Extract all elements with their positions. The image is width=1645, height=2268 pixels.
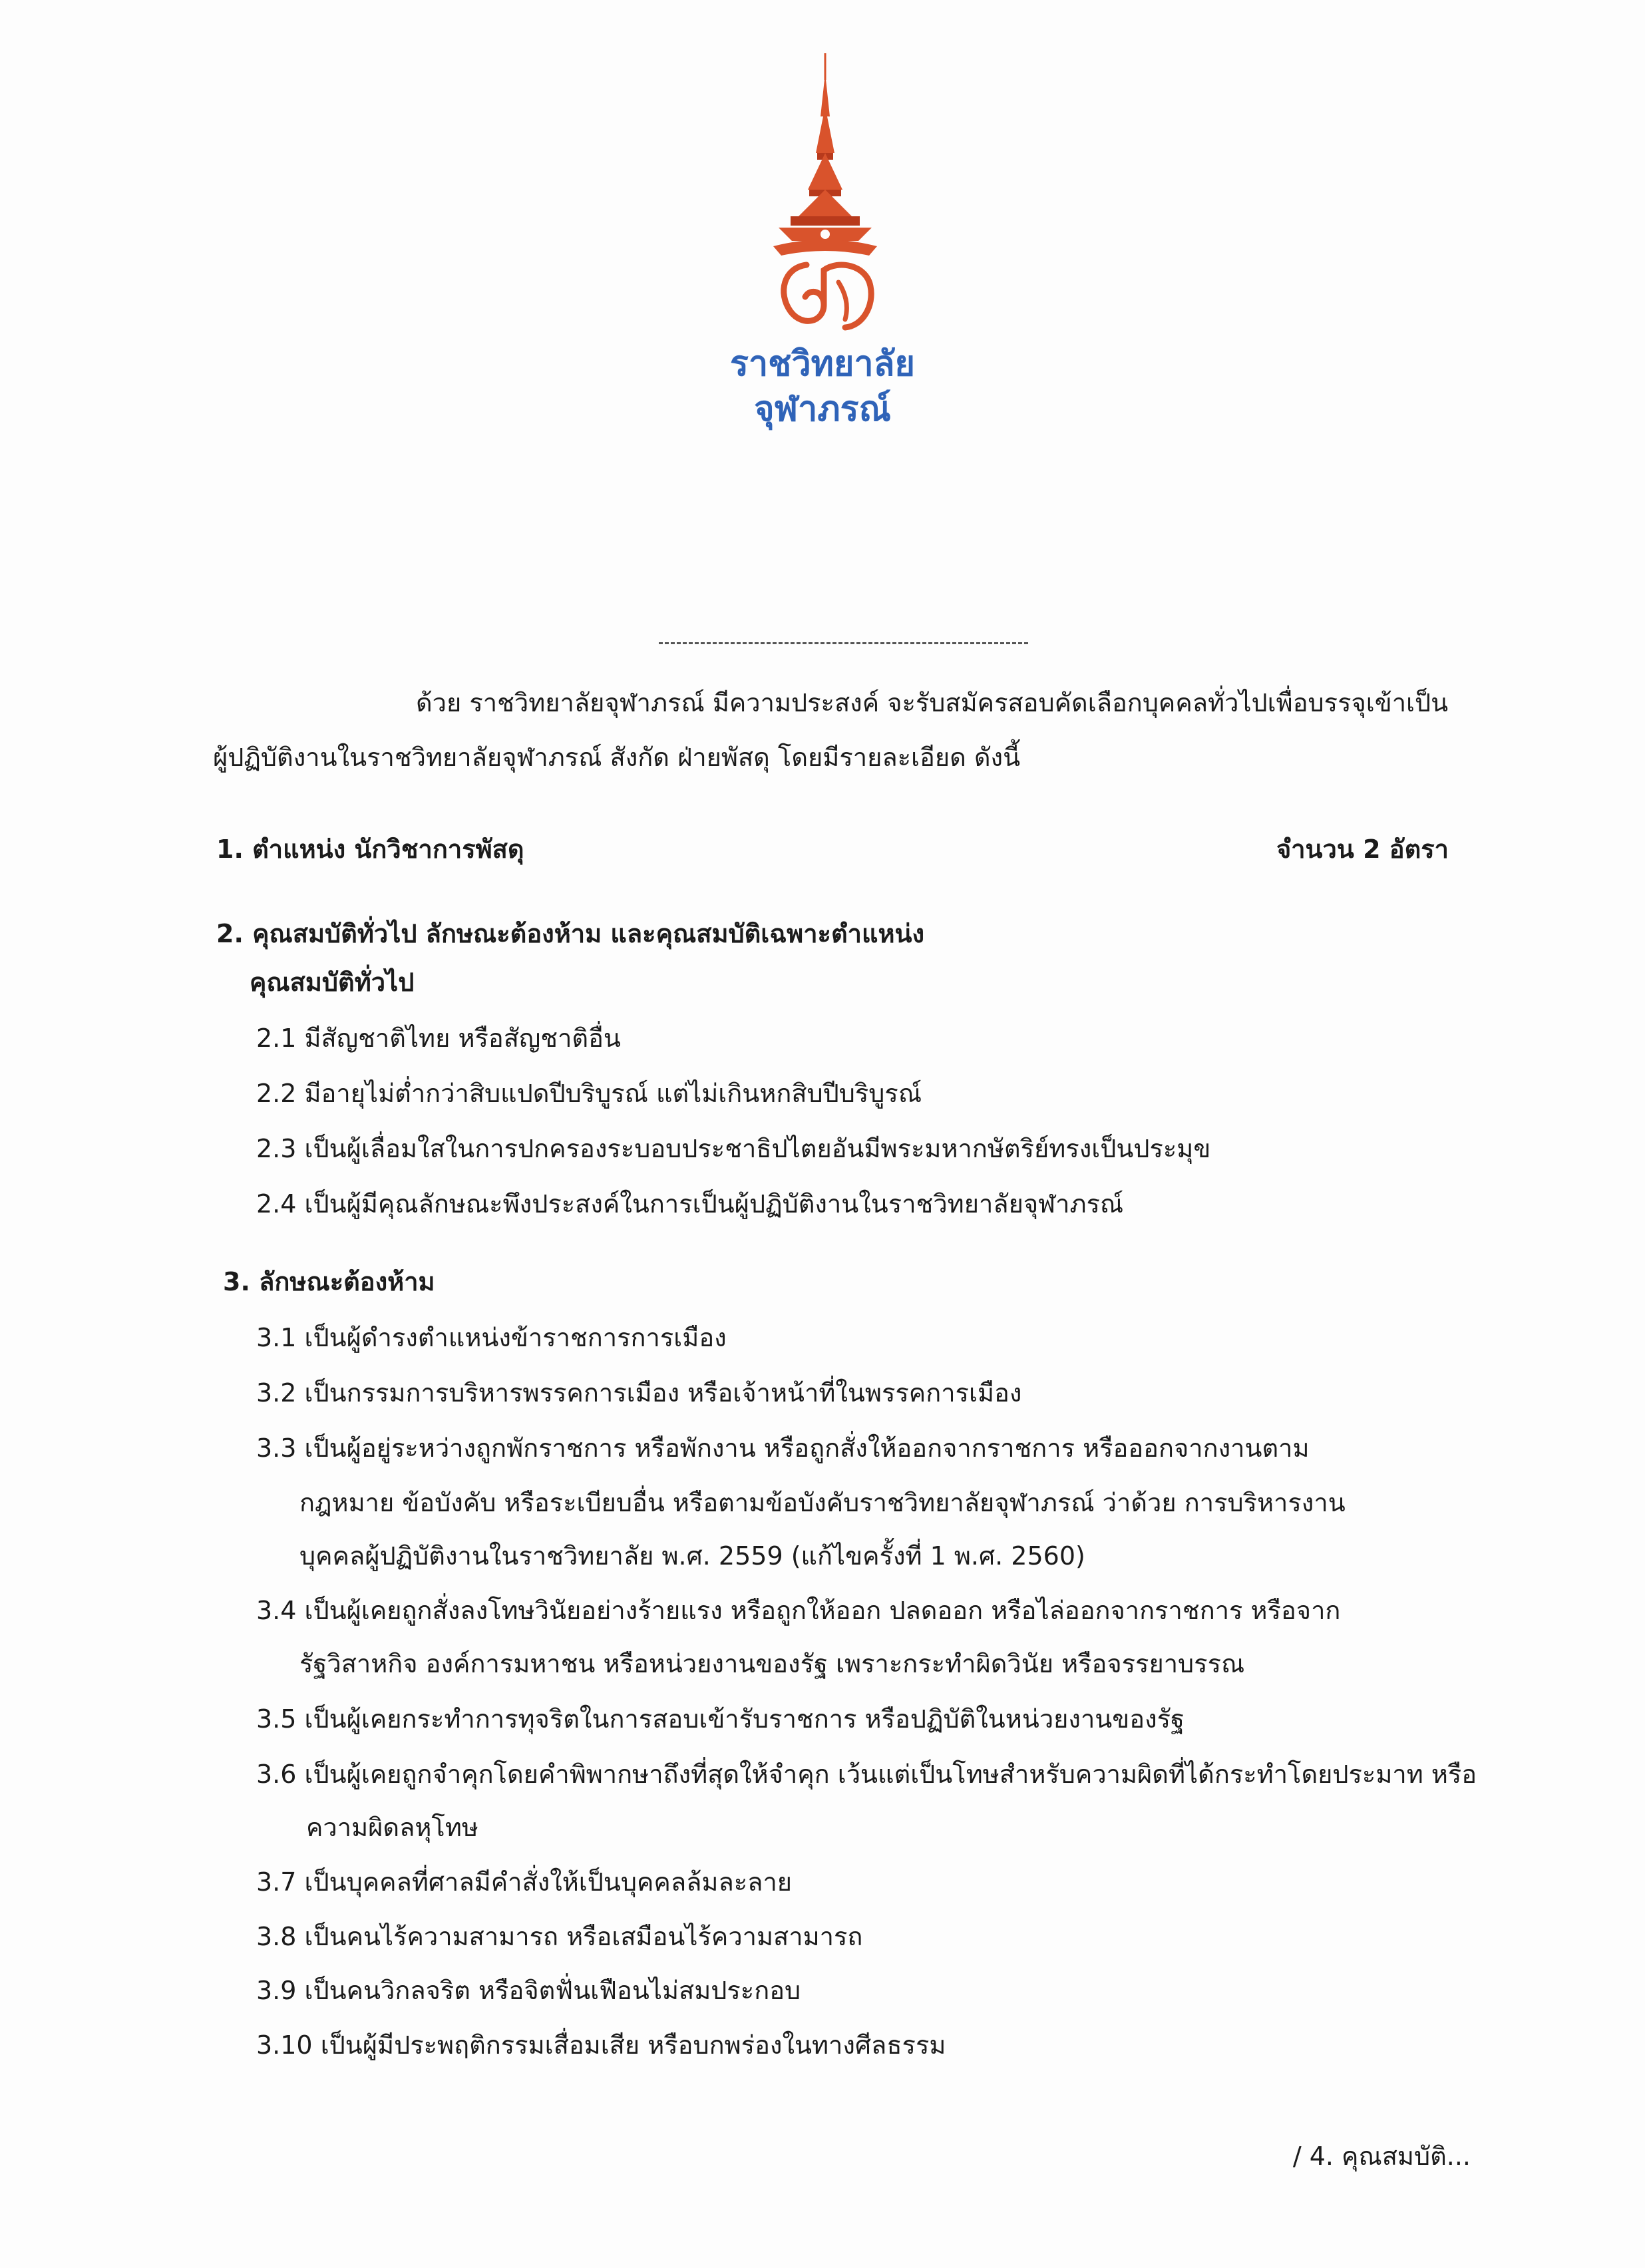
list-item-continued: บุคคลผู้ปฏิบัติงานในราชวิทยาลัย พ.ศ. 2559 (แก้ไขครั้งที่ 1 พ.ศ. 2560)	[299, 1541, 1085, 1571]
list-item-continued: กฎหมาย ข้อบังคับ หรือระเบียบอื่น หรือตามข้อบังคับราชวิทยาลัยจุฬาภรณ์ ว่าด้วย การบริหารงาน	[299, 1488, 1346, 1517]
list-item-continued: รัฐวิสาหกิจ องค์การมหาชน หรือหน่วยงานของรัฐ เพราะกระทำผิดวินัย หรือจรรยาบรรณ	[299, 1649, 1245, 1678]
list-item: 3.3 เป็นผู้อยู่ระหว่างถูกพักราชการ หรือพักงาน หรือถูกสั่งให้ออกจากราชการ หรือออกจากงานตาม	[256, 1433, 1310, 1463]
announcement-label	[0, 454, 1645, 494]
org-name-line2: จุฬาภรณ์	[754, 389, 891, 429]
list-item: 3.5 เป็นผู้เคยกระทำการทุจริตในการสอบเข้ารับราชการ หรือปฏิบัติในหน่วยงานของรัฐ	[256, 1704, 1185, 1734]
list-item-continued: ความผิดลหุโทษ	[306, 1813, 478, 1842]
announcement-subject	[0, 511, 1645, 551]
intro-line-2: ผู้ปฏิบัติงานในราชวิทยาลัยจุฬาภรณ์ สังกัด ฝ่ายพัสดุ โดยมีรายละเอียด ดังนี้	[213, 743, 1021, 772]
list-item: 2.3 เป็นผู้เลื่อมใสในการปกครองระบอบประชาธิปไตยอันมีพระมหากษัตริย์ทรงเป็นประมุข	[256, 1134, 1211, 1163]
continued-footer: / 4. คุณสมบัติ...	[1292, 2142, 1471, 2171]
crown-monogram-logo-icon	[745, 53, 905, 339]
list-item: 2.2 มีอายุไม่ต่ำกว่าสิบแปดปีบริบูรณ์ แต่ไม่เกินหกสิบปีบริบูรณ์	[256, 1079, 922, 1108]
list-item: 3.1 เป็นผู้ดำรงตำแหน่งข้าราชการการเมือง	[256, 1323, 727, 1352]
section3-title: 3. ลักษณะต้องห้าม	[223, 1267, 435, 1296]
division-label	[0, 567, 1645, 607]
list-item: 3.6 เป็นผู้เคยถูกจำคุกโดยคำพิพากษาถึงที่สุดให้จำคุก เว้นแต่เป็นโทษสำหรับความผิดที่ได้กระทำโดยประมาท หรือ	[256, 1760, 1477, 1789]
section1-quota: จำนวน 2 อัตรา	[1276, 835, 1449, 864]
list-item: 2.1 มีสัญชาติไทย หรือสัญชาติอื่น	[256, 1024, 621, 1053]
section1-title: 1. ตำแหน่ง นักวิชาการพัสดุ	[216, 835, 524, 864]
list-item: 2.4 เป็นผู้มีคุณลักษณะพึงประสงค์ในการเป็นผู้ปฏิบัติงานในราชวิทยาลัยจุฬาภรณ์	[256, 1189, 1124, 1219]
list-item: 3.8 เป็นคนไร้ความสามารถ หรือเสมือนไร้ความสามารถ	[256, 1922, 863, 1951]
list-item: 3.10 เป็นผู้มีประพฤติกรรมเสื่อมเสีย หรือบกพร่องในทางศีลธรรม	[256, 2030, 946, 2060]
list-item: 3.7 เป็นบุคคลที่ศาลมีคำสั่งให้เป็นบุคคลล้มละลาย	[256, 1867, 793, 1897]
list-item: 3.4 เป็นผู้เคยถูกสั่งลงโทษวินัยอย่างร้ายแรง หรือถูกให้ออก ปลดออก หรือไล่ออกจากราชการ หรือจาก	[256, 1596, 1341, 1625]
section2-title: 2. คุณสมบัติทั่วไป ลักษณะต้องห้าม และคุณสมบัติเฉพาะตำแหน่ง	[216, 919, 925, 948]
org-name-line1: ราชวิทยาลัย	[730, 344, 915, 384]
intro-line-1: ด้วย ราชวิทยาลัยจุฬาภรณ์ มีความประสงค์ จะรับสมัครสอบคัดเลือกบุคคลทั่วไปเพื่อบรรจุเข้าเป็น	[416, 688, 1449, 717]
list-item: 3.9 เป็นคนวิกลจริต หรือจิตฟั่นเฟือนไม่สมประกอบ	[256, 1976, 801, 2005]
list-item: 3.2 เป็นกรรมการบริหารพรรคการเมือง หรือเจ้าหน้าที่ในพรรคการเมือง	[256, 1378, 1022, 1408]
separator-divider	[659, 642, 1028, 644]
section2-subtitle: คุณสมบัติทั่วไป	[250, 968, 415, 997]
